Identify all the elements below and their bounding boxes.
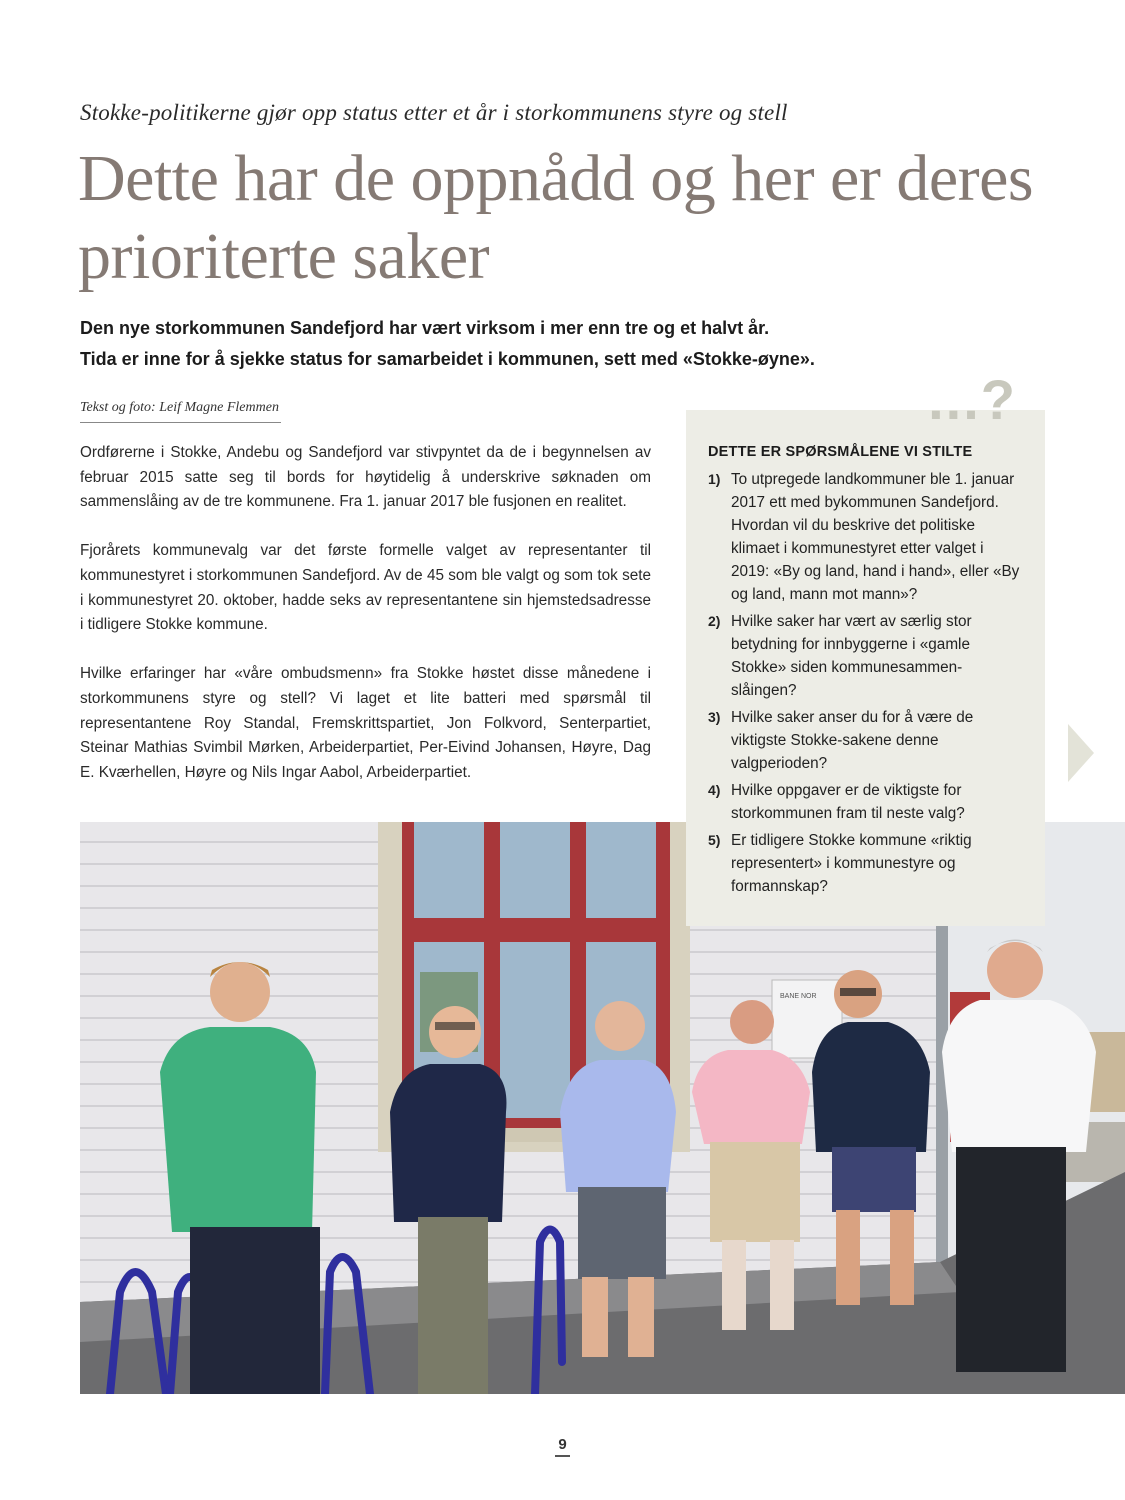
questions-box-title: DETTE ER SPØRSMÅLENE VI STILTE (708, 444, 973, 460)
list-item (708, 779, 1023, 825)
question-number: 5) (708, 832, 721, 848)
question-text: Hvilke saker har vært av særlig stor betydning for innbyggerne i «gamle Stokke» siden kommunesammen-slåingen? (731, 613, 972, 699)
questions-list (708, 468, 1023, 898)
lead-line: Tida er inne for å sjekke status for samarbeidet i kommunen, sett med «Stokke-øyne». (80, 349, 815, 369)
body-paragraph: Fjorårets kommunevalg var det første formelle valget av representanter til kommunestyret i storkommunen Sandefjord. Av de 45 som ble valgt og som tok sete i kommunestyret 20. oktober, hadde seks av representantene sin hjemstedsadresse i tidligere Stokke kommune. (80, 542, 651, 634)
list-item (708, 610, 1023, 702)
article-kicker: Stokke-politikerne gjør opp status etter et år i storkommunens styre og stell (80, 100, 788, 125)
next-page-arrow-icon[interactable] (1068, 724, 1094, 782)
question-text: Hvilke oppgaver er de viktigste for storkommunen fram til neste valg? (731, 782, 965, 822)
question-mark-decoration: ...? (928, 368, 1017, 431)
page-number (0, 1436, 1125, 1457)
list-item (708, 829, 1023, 898)
lead-line: Den nye storkommunen Sandefjord har vært virksom i mer enn tre og et halvt år. (80, 318, 770, 338)
wall-sign-text: BANE NOR (780, 993, 817, 1000)
questions-box (686, 368, 1045, 926)
body-paragraph: Hvilke erfaringer har «våre ombudsmenn» fra Stokke høstet disse månedene i storkommunens styre og stell? Vi laget et lite batteri med spørsmål til representantene Roy Standal, Fremskrittspartiet, Jon Folkvord, Senterpartiet, Steinar Mathias Svimbil Mørken, Arbeiderpartiet, Per-Eivind Johansen, Høyre, Dag E. Kværhellen, Høyre og Nils Ingar Aabol, Arbeiderpartiet. (80, 665, 651, 781)
list-item (708, 706, 1023, 775)
article-headline: Dette har de oppnådd og her er deres prioriterte saker (78, 142, 1034, 293)
question-number: 3) (708, 709, 721, 725)
question-number: 4) (708, 782, 721, 798)
list-item (708, 468, 1023, 606)
page-number-value: 9 (555, 1436, 569, 1457)
body-paragraph: Ordførerne i Stokke, Andebu og Sandefjord var stivpyntet da de i begynnelsen av februar 2015 satte seg til bords for høytidelig å underskrive søknaden om sammenslåing av de tre kommunene. Fra 1. januar 2017 ble fusjonen en realitet. (80, 444, 651, 511)
question-number: 1) (708, 471, 721, 487)
question-text: To utpregede landkommuner ble 1. januar 2017 ett med bykommunen Sandefjord. Hvordan vil du beskrive det politiske klimaet i kommunestyret etter valget i 2019: «By og land, hand i hand», eller «By og land, mann mot mann»? (731, 471, 1020, 603)
question-number: 2) (708, 613, 721, 629)
article-byline: Tekst og foto: Leif Magne Flemmen (80, 400, 281, 423)
article-body (80, 441, 651, 810)
question-text: Hvilke saker anser du for å være de viktigste Stokke-sakene denne valgperioden? (731, 709, 974, 772)
article-lead (80, 313, 1080, 375)
question-text: Er tidligere Stokke kommune «riktig representert» i kommunestyre og formannskap? (731, 832, 972, 895)
